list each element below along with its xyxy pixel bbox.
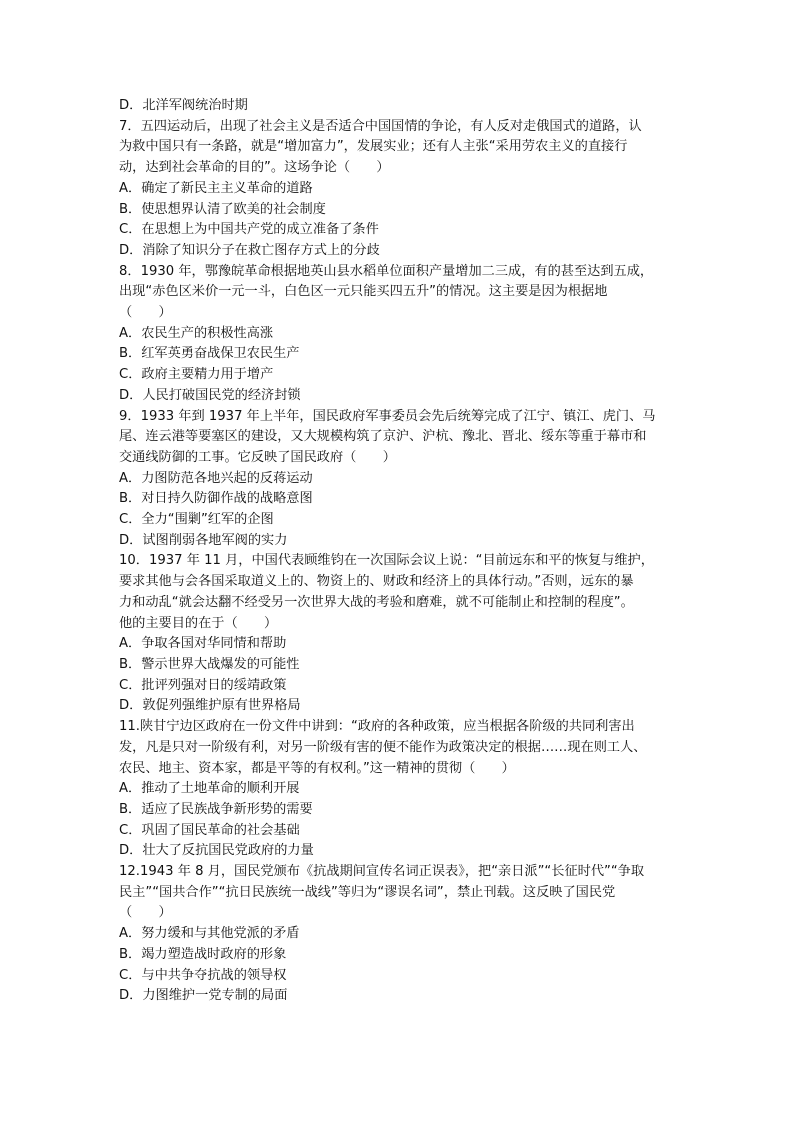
question-8-stem-line-1: 8．1930 年，鄂豫皖革命根据地英山县水稻单位面积产量增加二三成，有的甚至达到五成， (119, 263, 654, 279)
option-q6-d: D．北洋军阀统治时期 (119, 98, 248, 113)
question-9-stem-line-2: 尾、连云港等要塞区的建设，又大规模构筑了京沪、沪杭、豫北、晋北、绥东等重于幕市和 (119, 429, 647, 445)
question-8-stem-line-2: 出现“赤色区米价一元一斗，白色区一元只能买四五升”的情况。这主要是因为根据地 (119, 284, 608, 300)
question-7-option-d: D．消除了知识分子在救亡图存方式上的分歧 (119, 242, 380, 258)
question-8-option-b: B．红军英勇奋战保卫农民生产 (119, 346, 300, 362)
question-9-option-a: A．力图防范各地兴起的反蒋运动 (119, 470, 313, 486)
question-8-option-c: C．政府主要精力用于增产 (119, 367, 274, 383)
question-12-option-b: B．竭力塑造战时政府的形象 (119, 946, 287, 962)
question-8-option-a: A．农民生产的积极性高涨 (119, 325, 274, 341)
question-7-stem-line-1: 7．五四运动后，出现了社会主义是否适合中国国情的争论，有人反对走俄国式的道路，认 (119, 118, 642, 134)
question-12-stem-line-2: 民主”“国共合作”“抗日民族统一战线”等归为“谬误名词”，禁止刊载。这反映了国民党 (119, 884, 616, 900)
question-7-stem-line-2: 为救中国只有一条路，就是“增加富力”，发展实业；还有人主张“采用劳农主义的直接行 (119, 139, 628, 155)
question-9 (119, 407, 679, 552)
question-11 (119, 717, 679, 862)
question-11-stem-line-3: 农民、地主、资本家，都是平等的有权利。”这一精神的贯彻（ ） (119, 760, 515, 776)
question-10-stem-line-1: 10．1937 年 11 月，中国代表顾维钧在一次国际会议上说：“目前远东和平的恢复与维护， (119, 553, 654, 569)
question-11-option-a: A．推动了土地革命的顺利开展 (119, 781, 300, 797)
question-7-option-b: B．使思想界认清了欧美的社会制度 (119, 201, 326, 217)
question-9-stem-line-1: 9．1933 年到 1937 年上半年，国民政府军事委员会先后统筹完成了江宁、镇江、虎门、马 (119, 408, 656, 424)
question-8-option-d: D．人民打破国民党的经济封锁 (119, 387, 301, 403)
question-9-stem-line-3: 交通线防御的工事。它反映了国民政府（ ） (119, 449, 396, 465)
question-8 (119, 262, 679, 407)
question-9-option-b: B．对日持久防御作战的战略意图 (119, 491, 313, 507)
question-11-option-c: C．巩固了国民革命的社会基础 (119, 822, 300, 838)
question-12-option-a: A．努力缓和与其他党派的矛盾 (119, 926, 300, 942)
question-10-option-d: D．敦促列强维护原有世界格局 (119, 698, 301, 714)
question-7-option-c: C．在思想上为中国共产党的成立准备了条件 (119, 222, 379, 238)
question-11-option-d: D．壮大了反抗国民党政府的力量 (119, 843, 314, 859)
question-12-stem-line-1: 12.1943 年 8 月，国民党颁布《抗战期间宣传名词正误表》，把“亲日派”“长征时代”“争取 (119, 864, 645, 880)
question-11-option-b: B．适应了民族战争新形势的需要 (119, 801, 313, 817)
question-7-stem-line-3: 动，达到社会革命的目的”。这场争论（ ） (119, 160, 390, 176)
question-10-option-b: B．警示世界大战爆发的可能性 (119, 656, 300, 672)
exam-page (119, 96, 679, 1007)
question-9-option-d: D．试图削弱各地军阀的实力 (119, 532, 288, 548)
question-11-stem-line-1: 11.陕甘宁边区政府在一份文件中讲到：“政府的各种政策，应当根据各阶级的共同利害出 (119, 719, 635, 735)
question-7-option-a: A．确定了新民主主义革命的道路 (119, 180, 313, 196)
question-10-option-a: A．争取各国对华同情和帮助 (119, 636, 287, 652)
question-12-option-d: D．力图维护一党专制的局面 (119, 988, 288, 1004)
question-12-stem-line-3: （ ） (119, 905, 172, 921)
question-10-stem-line-3: 力和动乱“就会达翻不经受另一次世界大战的考验和磨难，就不可能制止和控制的程度”。 (119, 594, 634, 610)
question-8-stem-line-3: （ ） (119, 305, 172, 321)
question-12-option-c: C．与中共争夺抗战的领导权 (119, 967, 287, 983)
question-10 (119, 551, 679, 717)
question-7 (119, 117, 679, 262)
question-10-stem-line-4: 他的主要目的在于（ ） (119, 615, 278, 631)
question-10-stem-line-2: 要求其他与会各国采取道义上的、物资上的、财政和经济上的具体行动。”否则，远东的暴 (119, 574, 634, 590)
question-11-stem-line-2: 发，凡是只对一阶级有利，对另一阶级有害的便不能作为政策决定的根据……现在则工人、 (119, 739, 647, 755)
question-10-option-c: C．批评列强对日的绥靖政策 (119, 677, 287, 693)
question-9-option-c: C．全力“围剿”红军的企图 (119, 512, 274, 528)
question-12 (119, 862, 679, 1007)
